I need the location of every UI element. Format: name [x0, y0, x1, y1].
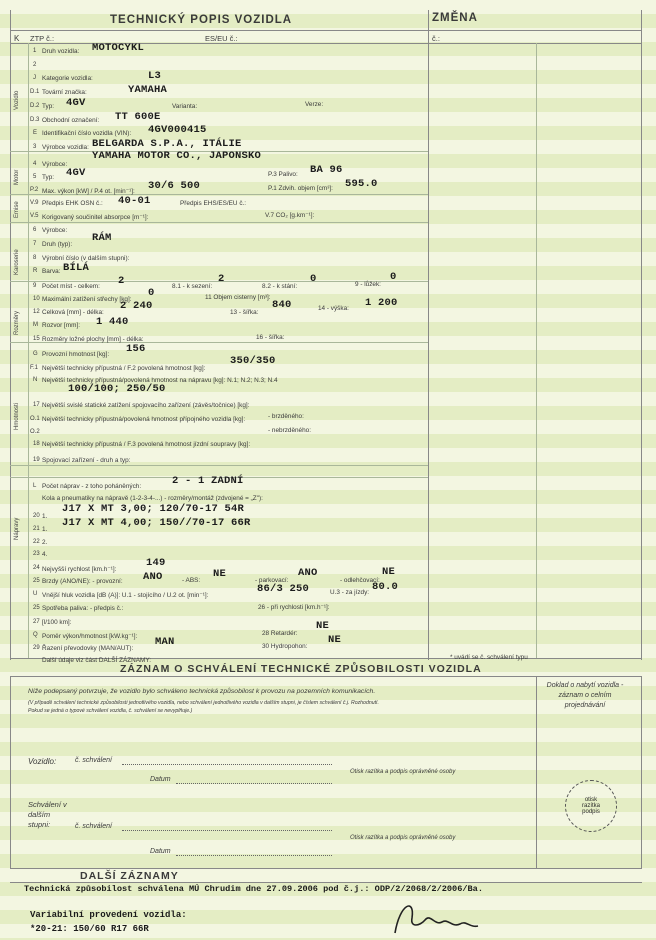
k-label: K	[14, 34, 20, 43]
variant-label: Varianta:	[172, 103, 198, 110]
abs-label: - ABS:	[182, 577, 201, 584]
seats-label: 8.1 - k sezení:	[172, 283, 213, 290]
customs-note: Doklad o nabytí vozidla - záznam o celním projednávání	[546, 682, 624, 709]
section-rozmery: Rozměry	[14, 310, 20, 335]
stamp-sign-label-2: Otisk razítka a podpis oprávněné osoby	[350, 835, 456, 841]
width-label: 13 - šířka:	[230, 309, 259, 316]
date-label-2: Datum	[150, 848, 171, 855]
standing-value: 0	[310, 273, 317, 285]
approval-title: ZÁZNAM O SCHVÁLENÍ TECHNICKÉ ZPŮSOBILOSTI VOZIDLA	[120, 663, 482, 675]
stamp-sign-label-1: Otisk razítka a podpis oprávněné osoby	[350, 769, 456, 775]
version-label: Verze:	[305, 101, 324, 108]
seats-value: 2	[218, 273, 225, 285]
ztp-label: ZTP č.:	[30, 34, 55, 43]
vehicle-label: Vozidlo:	[28, 757, 57, 766]
c-label: č.:	[432, 34, 440, 43]
records-line-1: Technická způsobilost schválena MÚ Chrudim dne 27.09.2006 pod č.j.: ODP/2/2068/2/2006/Ba.	[24, 884, 483, 894]
section-motor: Motor	[14, 169, 20, 185]
displacement-value: 595.0	[345, 178, 378, 190]
tank-label: 11 Objem cisterny [m³]:	[205, 294, 271, 301]
section-karoserie: Karoserie	[14, 249, 20, 275]
hydro-value: NE	[328, 634, 342, 646]
height-label: 14 - výška:	[318, 305, 349, 312]
retarder-value: NE	[316, 620, 330, 632]
unbraked-label: - nebrzděného:	[268, 427, 311, 434]
drive-noise-label: U.3 - za jízdy:	[330, 589, 370, 596]
approval-text-2: (V případě schválení technické způsobilosti jednotlivého vozidla, nebo schválení jednotlivého vozidla v dalším stupni, je číslem schválení č.j. Rozhodnutí.	[28, 700, 379, 706]
ehs-label: Předpis EHS/ES/EU č.:	[180, 200, 247, 207]
change-title: ZMĚNA	[432, 12, 478, 24]
displacement-label: P.1 Zdvih. objem [cm³]:	[268, 185, 333, 192]
section-vozidlo: Vozidlo	[14, 90, 20, 110]
approval-text-3: Pokud se jedná o typové schválení vozidla, č. schválení se nevyplňuje.)	[28, 708, 193, 714]
abs-value: NE	[213, 568, 227, 580]
footnote: * uvádí se č. schválení typu	[450, 654, 528, 661]
records-line-3: *20-21: 150/60 R17 66R	[30, 924, 149, 934]
beds-value: 0	[390, 271, 397, 283]
standing-label: 8.2 - k stání:	[262, 283, 298, 290]
section-hmotnosti: Hmotnosti	[14, 402, 20, 430]
braked-label: - brzděného:	[268, 413, 304, 420]
records-line-2: Variabilní provedení vozidla:	[30, 910, 187, 920]
section-emise: Emise	[14, 201, 20, 218]
parking-value: ANO	[298, 567, 318, 579]
height-value: 1 200	[365, 297, 398, 309]
next-stage-label: Schválení v dalším stupni:	[28, 800, 67, 829]
fuel-label: P.3 Palivo:	[268, 171, 298, 178]
retarder-label: 28 Retardér:	[262, 630, 298, 637]
relief-label: - odlehčovací:	[340, 577, 380, 584]
cargo-width-label: 16 - šířka:	[256, 334, 285, 341]
hydro-label: 30 Hydropohon:	[262, 643, 308, 650]
fuel-value: BA 96	[310, 164, 343, 176]
es-label: ES/EU č.:	[205, 34, 238, 43]
drive-noise-value: 80.0	[372, 581, 399, 593]
form-title: TECHNICKÝ POPIS VOZIDLA	[110, 14, 293, 26]
date-label-1: Datum	[150, 776, 171, 783]
approval-text-1: Níže podepsaný potvrzuje, že vozidlo bylo schváleno technická způsobilost k provozu na pozemních komunikacích.	[28, 688, 376, 695]
relief-value: NE	[382, 566, 396, 578]
parking-label: - parkovací:	[255, 577, 289, 584]
stamp-circle: otisk razítka podpis	[565, 780, 617, 832]
co2-label: V.7 CO₂ [g.km⁻¹]:	[265, 212, 315, 219]
records-title: DALŠÍ ZÁZNAMY	[80, 870, 179, 882]
approval-number-label-2: č. schválení	[75, 823, 112, 830]
width-value: 840	[272, 299, 292, 311]
section-napravy: Nápravy	[14, 517, 20, 540]
document-page: TECHNICKÝ POPIS VOZIDLA ZMĚNA K ZTP č.: ES/EU č.: č.: Vozidlo Motor Emise Karoserie Rozměry Hmotnosti Nápravy 1 Druh vozidla: MOTOCYKL 2 J Kategorie vozidla: L3 D.1 Tovární značka: YAMAHA D.2 Typ: 4GV Varianta: Verze: D.3 Obchodní označení: TT 600E E Identifikační číslo vozidla (VIN): 4GV000415 3 Výrobce vozidla: BELGARDA S.P.A., ITÁLIE YAMAHA MOTOR CO., JAPONSKO 4 Výrobce: 5 Typ: 4GV P.3 Palivo: BA 96 P.2 Max. výkon [kW] / P.4 ot. [min⁻¹]: 30/6 500 P.1 Zdvih. objem [cm³]: 595.0 V.9 Předpis EHK OSN č.: 40-01 Předpis EHS/ES/EU č.: V.5 Korigovaný součinitel absorpce [m⁻¹]: V.7 CO₂ [g.km⁻¹]: 6 Výrobce: 7 Druh (typ): RÁM 8 Výrobní číslo (v dalším stupni): R Barva: BÍLÁ 9 Počet míst - celkem: 2 8.1 - k sezení: 2 8.2 - k stání: 0 9 - lůžek: 0 10 Maximální zatížení střechy [kg]: 0 11 Objem cisterny [m³]: 12 Celková [mm] - délka: 2 240 13 - šířka: 840 14 - výška: 1 200 M Rozvor [mm]: 1 440 15 Rozměry ložné plochy [mm] - délka: 16 - šířka: G Provozní hmotnost [kg]: 156 F.1 Největší technicky přípustná / F.2 povolená hmotnost [kg]: 350/350 N Největší technicky přípustná/povolená hmotnost na nápravu [kg]: N.1; N.2; N.3; N.4 100/100; 250/50 17 Největší svislé statické zatížení spojovacího zařízení (závěs/točnice) [kg]: O.1 Největší technicky přípustná/povolená hmotnost přípojného vozidla [kg]: - brzděného: O.2 - nebrzděného: 18 Největší technicky přípustná / F.3 povolená hmotnost jízdní soupravy [kg]: 19 Spojovací zařízení - druh a typ: L Počet náprav - z toho poháněných: 2 - 1 ZADNÍ Kola a pneumatiky na nápravě (1-2-3-4-...) - rozměry/montáž (zdvojené = „Z"): 20 1. J17 X MT 3,00; 120/70-17 54R 21 1. J17 X MT 4,00; 150//70-17 66R 22 2. 23 4. 24 Nejvyšší rychlost [km.h⁻¹]: 149 25 Brzdy (ANO/NE): - provozní: ANO - ABS: NE - parkovací: ANO - odlehčovací: NE U Vnější hluk vozidla [dB (A)]: U.1 - stojícího / U.2 ot. [min⁻¹]: 86/3 250 U.3 - za jízdy: 80.0 25 Spotřeba paliva: - předpis č.: 26 - při rychlosti [km.h⁻¹]: 27 [l/100 km]: Q Poměr výkon/hmotnost [kW.kg⁻¹]: 28 Retardér: NE 29 Řazení převodovky (MAN/AUT): MAN 30 Hydropohon: NE Další údaje viz část DALŠÍ ZÁZNAMY: * uvádí se č. schválení typu ZÁZNAM O SCHVÁLENÍ TECHNICKÉ ZPŮSOBILOSTI VOZIDLA Níže podepsaný potvrzuje, že vozidlo bylo schváleno technická způsobilost k provozu na pozemních komunikacích. (V případě schválení technické způsobilosti jednotlivého vozidla, nebo schválení jednotlivého vozidla v dalším stupni, je číslem schválení č.j. Rozhodnutí. Pokud se jedná o typové schválení vozidla, č. schválení se nevyplňuje.) Doklad o nabytí vozidla - záznam o celním projednávání Vozidlo: č. schválení Datum Otisk razítka a podpis oprávněné osoby Schválení v dalším stupni: č. schválení Otisk razítka a podpis oprávněné osoby Datum otisk razítka podpis DALŠÍ ZÁZNAMY Technická způsobilost schválena MÚ Chrudim dne 27.09.2006 pod č.j.: ODP/2/2068/2/2006/Ba. Variabilní provedení vozidla: *20-21: 150/60 R17 66R	[0, 0, 656, 940]
signature	[390, 898, 480, 938]
approval-number-label: č. schválení	[75, 757, 112, 764]
beds-label: 9 - lůžek:	[355, 281, 381, 288]
speed-label: 26 - při rychlosti [km.h⁻¹]:	[258, 604, 330, 611]
